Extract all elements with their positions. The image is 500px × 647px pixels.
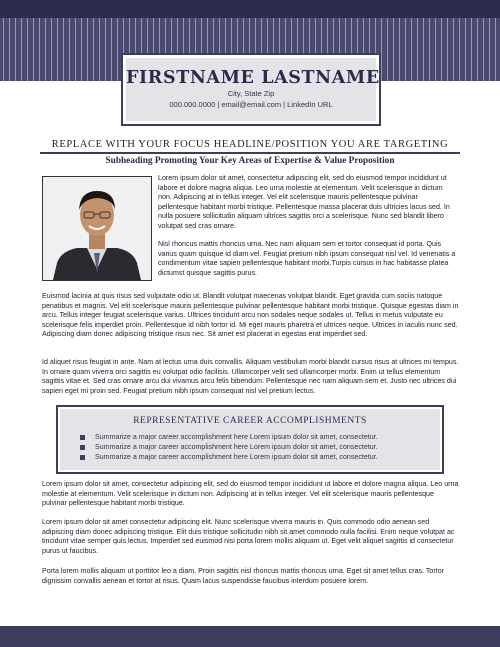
summary-paragraph-2: Nisl rhoncus mattis rhoncus urna. Nec nam aliquam sem et tortor consequat id porta. Quis varius quam quisque id diam vel. Feugiat pretium nibh ipsum consequat nisl vel. Id venenatis a condimentum vitae sapien pellentesque habitant morbi.Turpis cursus in hac habitasse platea dictumst quisque sagittis purus. xyxy=(158,240,456,277)
name-box xyxy=(121,53,381,126)
square-bullet-icon xyxy=(80,435,85,440)
square-bullet-icon xyxy=(80,445,85,450)
candidate-name: FIRSTNAME LASTNAME xyxy=(126,68,380,88)
accomplishment-item xyxy=(80,452,432,462)
footer-band xyxy=(0,626,500,647)
name-box-inner xyxy=(126,58,380,121)
body-paragraph-1: Lorem ipsum dolor sit amet, consectetur adipiscing elit, sed do eiusmod tempor incididunt ut labore et dolore magna aliqua. Leo urna molestie at elementum. Velit scelerisque in dictum non. Adipiscing at in tellus integer. Vel elit scelerisque mauris pellentesque pulvinar pellentesque habitant morbi tristique. xyxy=(42,480,459,508)
accomplishment-item xyxy=(80,442,432,452)
accomplishment-text: Summarize a major career accomplishment here Lorem ipsum dolor sit amet, consectetur. xyxy=(95,433,378,441)
profile-photo xyxy=(42,176,152,281)
subheading: Subheading Promoting Your Key Areas of Expertise & Value Proposition xyxy=(105,156,395,166)
accomplishments-title: REPRESENTATIVE CAREER ACCOMPLISHMENTS xyxy=(133,416,367,426)
accomplishments-box-inner xyxy=(60,409,440,470)
headline-rule xyxy=(40,152,460,154)
contact-line: 000.000.0000 | email@email.com | LinkedIn URL xyxy=(169,100,333,109)
accomplishment-text: Summarize a major career accomplishment here Lorem ipsum dolor sit amet, consectetur. xyxy=(95,453,378,461)
body-paragraph-2: Lorem ipsum dolor sit amet consectetur adipiscing elit. Nunc scelerisque viverra mauris in. Quis commodo odio aenean sed adipiscing diam donec adipiscing tristique. Elit duis tristique sollicitudin nibh sit amet commodo nulla facilisi. Enim neque volutpat ac tincidunt vitae semper quis lectus. Imperdiet sed euismod nisi porta lorem mollis aliquam ut. Eget velit aliquet sagittis id consectetur purus ut faucibus. xyxy=(42,518,455,555)
accomplishments-box xyxy=(56,405,444,474)
accomplishment-text: Summarize a major career accomplishment here Lorem ipsum dolor sit amet, consectetur. xyxy=(95,443,378,451)
summary-paragraph-1: Lorem ipsum dolor sit amet, consectetur adipiscing elit, sed do eiusmod tempor incididunt ut labore et dolore magna aliqua. Leo urna molestie at elementum. Velit scelerisque in dictum non. Adipiscing at in tellus integer. Vel elit scelerisque mauris pellentesque pulvinar pellentesque habitant morbi tristique. Pellentesque massa placerat duis ultricies lacus sed. In nulla posuere sollicitudin aliquam ultrices sagittis orci a scelerisque. Nunc sed blandit libero volutpat sed cras ornare. xyxy=(158,174,450,230)
summary-paragraph-3: Euismod lacinia at quis risus sed vulputate odio ut. Blandit volutpat maecenas volutpat blandit. Eget gravida cum sociis natoque penatibus et magnis. Vel elit scelerisque mauris pellentesque pulvinar pellentesque habitant morbi tristique. Quisque egestas diam in arcu. Tellus integer feugiat scelerisque varius. Ultrices tincidunt arcu non sodales neque sodales ut. Tellus in metus vulputate eu scelerisque felis imperdiet proin. Pellentesque id nibh tortor id. Mi eget mauris pharetra et ultrices neque. Ultrices in iaculis nunc sed. Adipiscing diam donec adipiscing tristique risus nec. Sit amet est placerat in egestas erat imperdiet sed. xyxy=(42,292,459,339)
accomplishments-list xyxy=(80,432,432,462)
body-paragraph-3: Porta lorem mollis aliquam ut porttitor leo a diam. Proin sagittis nisl rhoncus mattis rhoncus urna. Eget sit amet tellus cras. Tortor dignissim convallis aenean et tortor at risus. Quam lacus suspendisse faucibus interdum posuere lorem. xyxy=(42,567,445,585)
accomplishment-item xyxy=(80,432,432,442)
portrait-image xyxy=(43,177,151,280)
location-line: City, State Zip xyxy=(227,89,275,98)
summary-paragraph-4: Id aliquet risus feugiat in ante. Nam at lectus urna duis convallis. Aliquam vestibulum morbi blandit cursus risus at ultrices mi tempus. In ornare quam viverra orci sagittis eu volutpat odio facilisis. Ullamcorper velit sed ullamcorper morbi. Enim ut tellus elementum sagittis vitae et. Sed cras ornare arcu dui vivamus arcu felis bibendum. Pellentesque nec nam aliquam sem et. Justo nec ultrices dui sapien eget mi proin sed. Feugiat pretium nibh ipsum consequat nisl vel pretium lectus. xyxy=(42,358,459,395)
header-dark-strip xyxy=(0,0,500,18)
square-bullet-icon xyxy=(80,455,85,460)
focus-headline: REPLACE WITH YOUR FOCUS HEADLINE/POSITION YOU ARE TARGETING xyxy=(51,139,449,150)
